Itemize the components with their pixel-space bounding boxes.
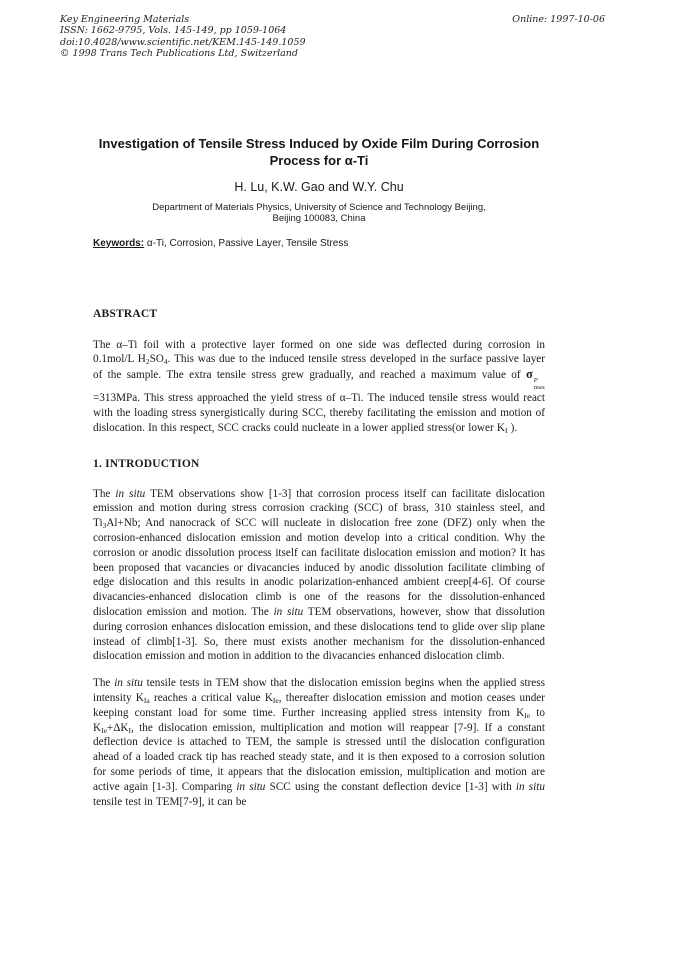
paper-title-line1: Investigation of Tensile Stress Induced by Oxide Film During Corrosion (98, 135, 540, 151)
copyright-line: © 1998 Trans Tech Publications Ltd, Switzerland (60, 48, 299, 60)
issn-line: ISSN: 1662-9795, Vols. 145-149, pp 1059-1064 (60, 25, 287, 37)
abstract-heading: ABSTRACT (93, 307, 158, 320)
introduction-paragraph-1: The in situ TEM observations show [1-3] that corrosion process itself can facilitate dislocation emission and motion during stress corrosion cracking (SCC) of brass, 310 stainless steel, and $Ti_3Al+Nb$; And nanocrack of SCC will nucleate in dislocation free zone (DFZ) only when the corrosion-enhanced dislocation emission and motion develop into a critical condition. Why the corrosion or anodic dissolution process itself can facilitate dislocation emission and motion? It has been proposed that vacancies or divacancies induced by anodic dissolution facilitate climbing of edge dislocation and this results in anodic polarization-enhanced ambient creep[4-6]. Of course divacancies-enhanced dislocation climb is one of the reasons for the dissolution-enhanced dislocation emission and motion. The in situ TEM observations, however, show that dissolution during corrosion enhances dislocation emission, and these dislocations tend to glide over slip plane instead of climb[1-3]. So, there must exists another mechanism for the dissolution-enhanced dislocation emission and motion in addition to the divacancies enhanced dislocation climb. (93, 487, 545, 663)
authors-line: H. Lu, K.W. Gao and W.Y. Chu (234, 179, 404, 194)
paper-title (93, 135, 545, 169)
journal-title: Key Engineering Materials (60, 14, 190, 25)
introduction-heading: 1. INTRODUCTION (93, 457, 200, 470)
journal-header (60, 14, 605, 60)
paper-content (93, 135, 545, 810)
keywords-label: Keywords: (93, 237, 145, 249)
abstract-paragraph: The α–Ti foil with a protective layer formed on one side was deflected during corrosion in 0.1mol/L $H_2SO_4$. This was due to the induced tensile stress developed in the surface passive layer of the sample. The extra tensile stress grew gradually, and reached a maximum value of σ P max =313MPa. This stress approached the yield stress of α–Ti. The induced tensile stress would react with the loading stress synergistically during SCC, thereby facilitating the emission and motion of dislocation. In this respect, SCC cracks could nucleate in a lower applied stress(or lower $K_I$ ). (93, 338, 545, 435)
doi-line: doi:10.4028/www.scientific.net/KEM.145-149.1059 (60, 36, 306, 48)
journal-info-block (60, 14, 306, 60)
keywords-line (93, 238, 545, 250)
affiliation-block (93, 202, 545, 225)
keywords-text: α-Ti, Corrosion, Passive Layer, Tensile Stress (144, 237, 349, 249)
introduction-paragraph-2: The in situ tensile tests in TEM show that the dislocation emission begins when the applied stress intensity $K_{Ia}$ reaches a critical value $K_{Ie}$, thereafter dislocation emission and motion ceases under keeping constant load for some time. Further increasing applied stress intensity from $K_{Ie}$ to $K_{Ie}+\Delta K_I$, the dislocation emission, multiplication and motion will reappear [7-9]. If a constant deflection device is attached to TEM, the sample is stressed until the dislocation configuration ahead of a loaded crack tip has reached steady state, and it is then exposed to a corrosion solution for some periods of time, it appears that the dislocation emission, multiplication and motion are active again [1-3]. Comparing in situ SCC using the constant deflection device [1-3] with in situ tensile test in TEM[7-9], it can be (93, 677, 546, 808)
affiliation-line1: Department of Materials Physics, University of Science and Technology Beijing, (152, 201, 486, 213)
affiliation-line2: Beijing 100083, China (272, 213, 366, 225)
paper-title-line2: Process for α-Ti (269, 152, 369, 168)
online-date: Online: 1997-10-06 (512, 14, 605, 25)
